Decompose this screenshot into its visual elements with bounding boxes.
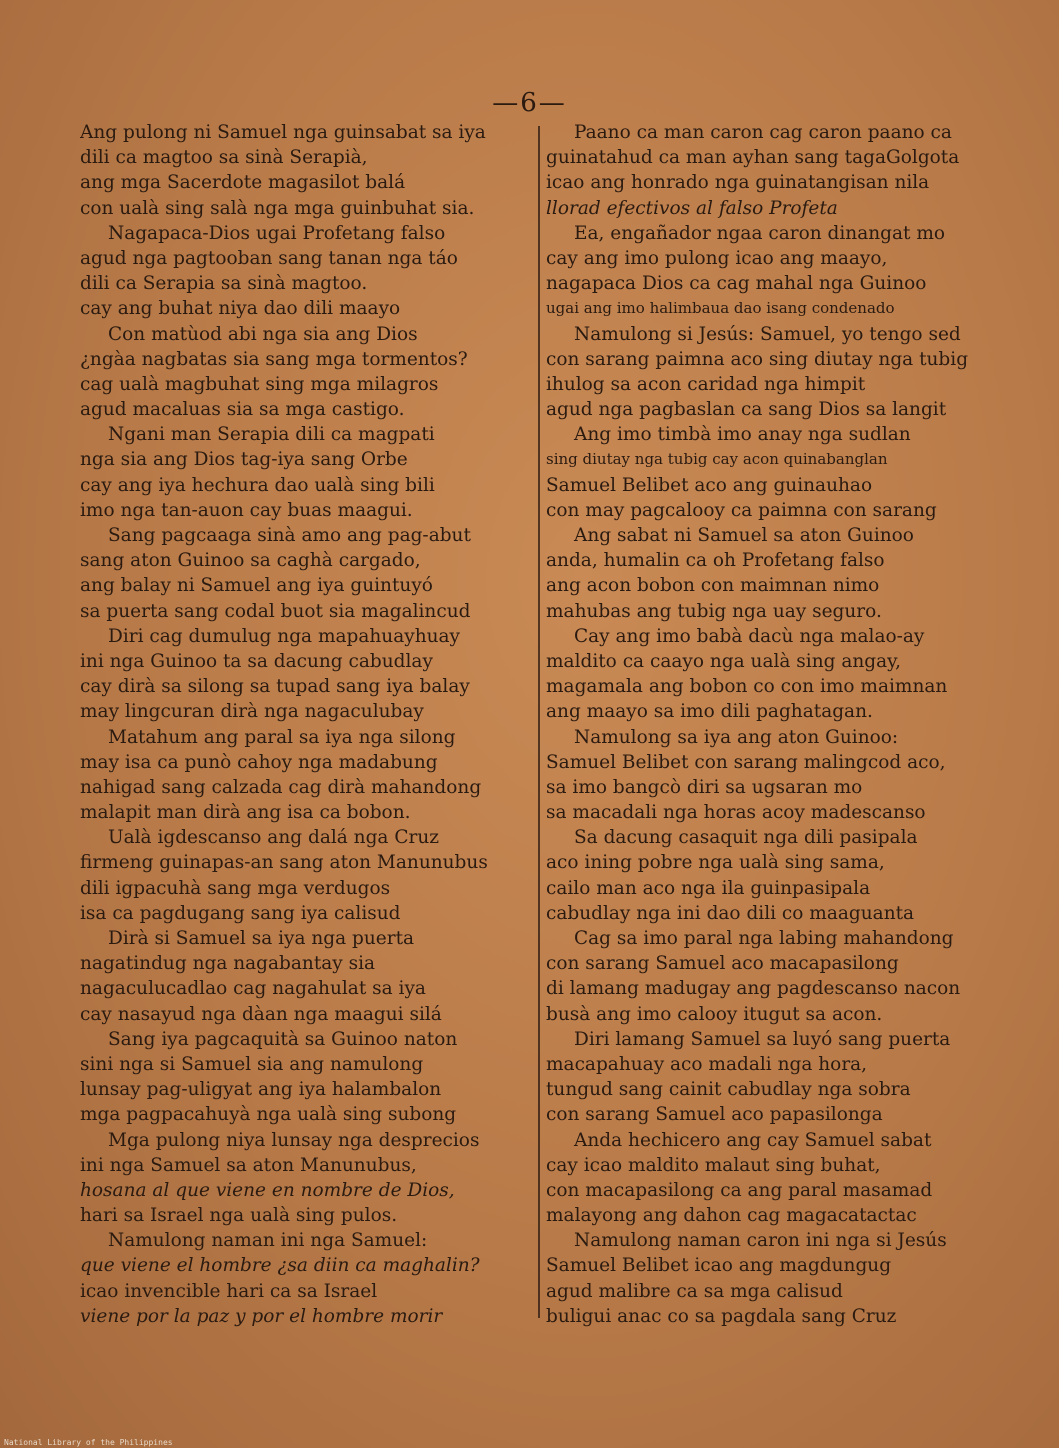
verse-line: cay ang iya hechura dao ualà sing bili <box>80 474 435 496</box>
verse-line: Ang sabat ni Samuel sa aton Guinoo <box>574 525 914 546</box>
verse-line: tungud sang cainit cabudlay nga sobra <box>546 1079 911 1101</box>
verse-line: Ea, engañador ngaa caron dinangat mo <box>574 222 946 244</box>
verse-line: con macapasilong ca ang paral masamad <box>546 1179 933 1201</box>
verse-line: Namulong naman caron ini nga si Jesús <box>574 1230 947 1252</box>
verse-line: Dirà si Samuel sa iya nga puerta <box>108 928 415 949</box>
library-footer: National Library of the Philippines <box>4 1438 173 1447</box>
verse-line: Ang pulong ni Samuel nga guinsabat sa iya <box>80 122 486 143</box>
verse-line: mga pagpacahuyà nga ualà sing subong <box>80 1104 457 1126</box>
verse-line: viene por la paz y por el hombre morir <box>80 1305 443 1327</box>
verse-line: Paano ca man caron cag caron paano ca <box>574 122 952 143</box>
verse-line: may lingcuran dirà nga nagaculubay <box>80 701 424 723</box>
verse-line: sa imo bangcò diri sa ugsaran mo <box>546 776 863 798</box>
verse-line: firmeng guinapas-an sang aton Manunubus <box>80 852 488 874</box>
verse-line: con sarang Samuel aco papasilonga <box>546 1104 883 1126</box>
verse-line: con sarang Samuel aco macapasilong <box>546 953 899 975</box>
verse-line: cay ang buhat niya dao dili maayo <box>80 298 401 320</box>
verse-line: Sang iya pagcaquità sa Guinoo naton <box>108 1028 458 1050</box>
verse-line: Ang imo timbà imo anay nga sudlan <box>574 424 911 446</box>
verse-line: icao invencible hari ca sa Israel <box>80 1280 378 1302</box>
verse-line: llorad efectivos al falso Profeta <box>546 197 838 219</box>
verse-line: sang aton Guinoo sa caghà cargado, <box>80 550 421 572</box>
verse-line: nahigad sang calzada cag dirà mahandong <box>80 776 482 798</box>
verse-line: nagaculucadlao cag nagahulat sa iya <box>80 978 426 1000</box>
verse-line: dili ca magtoo sa sinà Serapià, <box>80 147 368 169</box>
verse-line: cailo man aco nga ila guinpasipala <box>546 877 871 899</box>
verse-line: con sarang paimna aco sing diutay nga tubig <box>546 348 969 370</box>
verse-line: Matahum ang paral sa iya nga silong <box>108 726 456 748</box>
verse-line: ang maayo sa imo dili paghatagan. <box>546 701 873 723</box>
verse-line: mahubas ang tubig nga uay seguro. <box>546 600 882 622</box>
verse-line: lunsay pag-uligyat ang iya halambalon <box>80 1079 442 1101</box>
verse-line: imo nga tan-auon cay buas maagui. <box>80 499 413 521</box>
verse-line: cag ualà magbuhat sing mga milagros <box>80 373 439 395</box>
verse-line: con may pagcalooy ca paimna con sarang <box>546 499 937 521</box>
verse-line: agud macaluas sia sa mga castigo. <box>80 399 405 421</box>
verse-line: Namulong naman ini nga Samuel: <box>108 1230 428 1252</box>
verse-line: Sang pagcaaga sinà amo ang pag-abut <box>108 525 471 546</box>
verse-line: Ngani man Serapia dili ca magpati <box>108 424 435 446</box>
verse-line: Cay ang imo babà dacù nga malao-ay <box>574 625 925 647</box>
verse-line: Nagapaca-Dios ugai Profetang falso <box>108 222 446 244</box>
verse-line: sing diutay nga tubig cay acon quinabanglan <box>546 450 888 469</box>
verse-line: Con matùod abi nga sia ang Dios <box>108 323 418 345</box>
verse-line: maldito ca caayo nga ualà sing angay, <box>546 650 902 672</box>
verse-line: cay icao maldito malaut sing buhat, <box>546 1154 881 1176</box>
verse-line: Namulong sa iya ang aton Guinoo: <box>574 726 899 748</box>
verse-line: may isa ca punò cahoy nga madabung <box>80 751 438 773</box>
verse-line: aco ining pobre nga ualà sing sama, <box>546 852 885 874</box>
verse-line: que viene el hombre ¿sa diin ca maghalin? <box>80 1255 480 1277</box>
right-column <box>546 120 1016 1329</box>
verse-line: di lamang madugay ang pagdescanso nacon <box>546 978 961 1000</box>
verse-line: sini nga si Samuel sia ang namulong <box>80 1053 424 1075</box>
verse-line: nagatindug nga nagabantay sia <box>80 953 376 975</box>
verse-line: Anda hechicero ang cay Samuel sabat <box>574 1129 932 1151</box>
verse-line: Ualà igdescanso ang dalá nga Cruz <box>108 827 440 849</box>
verse-line: Mga pulong niya lunsay nga desprecios <box>108 1129 480 1151</box>
verse-line: magamala ang bobon co con imo maimnan <box>546 676 948 698</box>
verse-line: Samuel Belibet con sarang malingcod aco, <box>546 751 946 773</box>
verse-line: cabudlay nga ini dao dili co maaguanta <box>546 902 915 924</box>
verse-line: agud nga pagtooban sang tanan nga táo <box>80 247 458 269</box>
verse-line: hari sa Israel nga ualà sing pulos. <box>80 1205 398 1227</box>
verse-line: ang acon bobon con maimnan nimo <box>546 575 880 597</box>
verse-line: dili ca Serapia sa sinà magtoo. <box>80 273 368 295</box>
verse-line: ¿ngàa nagbatas sia sang mga tormentos? <box>80 348 468 370</box>
verse-line: malayong ang dahon cag magacatactac <box>546 1205 917 1227</box>
verse-line: ugai ang imo halimbaua dao isang condenado <box>546 299 895 318</box>
verse-line: sa puerta sang codal buot sia magalincud <box>80 600 471 622</box>
verse-line: icao ang honrado nga guinatangisan nila <box>546 172 930 194</box>
verse-line: Cag sa imo paral nga labing mahandong <box>574 928 954 949</box>
verse-line: guinatahud ca man ayhan sang tagaGolgota <box>546 147 960 169</box>
verse-line: Samuel Belibet aco ang guinauhao <box>546 474 873 496</box>
verse-line: isa ca pagdugang sang iya calisud <box>80 902 401 924</box>
page-number: —6— <box>492 88 567 118</box>
left-column <box>80 120 550 1329</box>
verse-line: Samuel Belibet icao ang magdungug <box>546 1255 892 1277</box>
verse-line: cay dirà sa silong sa tupad sang iya balay <box>80 676 470 698</box>
verse-line: buligui anac co sa pagdala sang Cruz <box>546 1305 897 1327</box>
verse-line: agud nga pagbaslan ca sang Dios sa langit <box>546 399 947 421</box>
verse-line: cay ang imo pulong icao ang maayo, <box>546 247 888 269</box>
verse-line: hosana al que viene en nombre de Dios, <box>80 1179 455 1201</box>
verse-line: nagapaca Dios ca cag mahal nga Guinoo <box>546 273 927 295</box>
verse-line: Namulong si Jesús: Samuel, yo tengo sed <box>574 323 961 345</box>
verse-line: busà ang imo calooy itugut sa acon. <box>546 1003 883 1025</box>
verse-line: macapahuay aco madali nga hora, <box>546 1053 868 1075</box>
verse-line: Sa dacung casaquit nga dili pasipala <box>574 827 918 849</box>
verse-line: agud malibre ca sa mga calisud <box>546 1280 843 1302</box>
verse-line: malapit man dirà ang isa ca bobon. <box>80 802 411 824</box>
verse-line: ang balay ni Samuel ang iya guintuyó <box>80 575 433 597</box>
verse-line: con ualà sing salà nga mga guinbuhat sia. <box>80 197 475 219</box>
verse-line: Diri cag dumulug nga mapahuayhuay <box>108 625 461 647</box>
verse-line: dili igpacuhà sang mga verdugos <box>80 877 391 899</box>
verse-line: sa macadali nga horas acoy madescanso <box>546 802 926 824</box>
verse-line: anda, humalin ca oh Profetang falso <box>546 550 885 572</box>
verse-line: ini nga Samuel sa aton Manunubus, <box>80 1154 417 1176</box>
verse-line: ini nga Guinoo ta sa dacung cabudlay <box>80 650 433 672</box>
verse-line: cay nasayud nga dàan nga maagui silá <box>80 1003 442 1025</box>
verse-line: Diri lamang Samuel sa luyó sang puerta <box>574 1028 951 1050</box>
verse-line: ang mga Sacerdote magasilot balá <box>80 172 406 194</box>
verse-line: nga sia ang Dios tag-iya sang Orbe <box>80 449 408 471</box>
verse-line: ihulog sa acon caridad nga himpit <box>546 373 866 395</box>
